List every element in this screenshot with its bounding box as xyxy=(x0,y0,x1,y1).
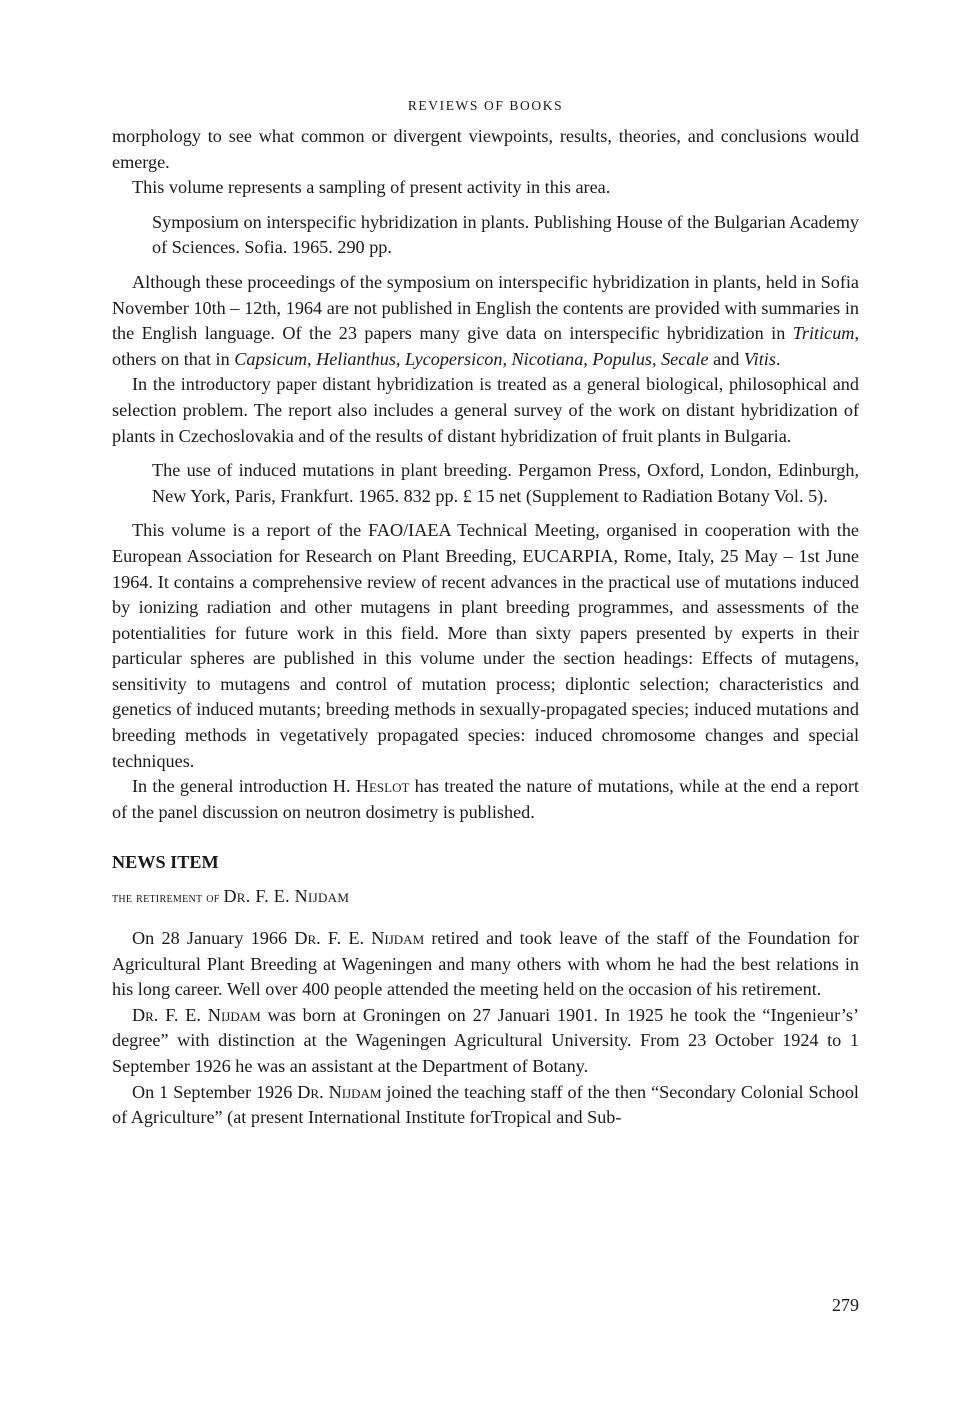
running-head: REVIEWS OF BOOKS xyxy=(407,98,564,113)
paragraph-volume-sampling: This volume represents a sampling of present activity in this area. xyxy=(132,177,611,198)
page-body xyxy=(112,98,859,1131)
book-reference-symposium: Symposium on interspecific hybridization in plants. Publishing House of the Bulgarian Academy of Sciences. Sofia. 1965. 290 pp. xyxy=(152,211,859,258)
paragraph-general-introduction: In the general introduction H. Heslot has treated the nature of mutations, while at the end a report of the panel discussion on neutron dosimetry is published. xyxy=(112,776,859,822)
author-heslot: Heslot xyxy=(355,776,410,797)
paragraph-biography: Dr. F. E. Nijdam was born at Groningen on 27 Januari 1901. In 1925 he took the “Ingenieur’s’ degree” with distinction at the Wageningen Agricultural University. From 23 October 1924 to 1 September 1926 he was an assistant at the Department of Botany. xyxy=(112,1004,859,1076)
paragraph-teaching-staff: On 1 September 1926 Dr. Nijdam joined the teaching staff of the then “Secondary Colonial School of Agriculture” (at present International Institute forTropical and Sub- xyxy=(112,1081,859,1128)
paragraph-continuation: morphology to see what common or divergent viewpoints, results, theories, and conclusions would emerge. xyxy=(112,126,859,172)
news-item-subheading: the retirement of Dr. F. E. Nijdam xyxy=(112,886,350,907)
genus-vitis: Vitis xyxy=(743,348,776,369)
paragraph-introductory-paper: In the introductory paper distant hybridization is treated as a general biological, philosophical and selection problem. The report also includes a general survey of the work on distant hybridization of plants in Czechoslovakia and of the results of distant hybridization of fruit plants in Bulgaria. xyxy=(112,374,859,446)
genus-triticum: Triticum xyxy=(792,323,855,344)
page-number: 279 xyxy=(832,1295,859,1315)
paragraph-fao-iaea-report: This volume is a report of the FAO/IAEA Technical Meeting, organised in cooperation with the European Association for Research on Plant Breeding, EUCARPIA, Rome, Italy, 25 May – 1st June 1964. It contains a comprehensive review of recent advances in the practical use of mutations induced by ionizing radiation and other mutagens in plant breeding programmes, and assessments of the potentialities for future work in this field. More than sixty papers presented by experts in their particular spheres are published in this volume under the section headings: Effects of mutagens, sensitivity to mutagens and control of mutation process; diplontic selection; characteristics and genetics of induced mutants; breeding methods in sexually-propagated species; induced mutations and breeding methods in vegetatively propagated species: induced chromosome changes and special techniques. xyxy=(112,520,859,771)
paragraph-retirement: On 28 January 1966 Dr. F. E. Nijdam retired and took leave of the staff of the Foundation for Agricultural Plant Breeding at Wageningen and many others with whom he had the best relations in his long career. Well over 400 people attended the meeting held on the occasion of his retirement. xyxy=(112,928,859,1000)
book-reference-mutations: The use of induced mutations in plant breeding. Pergamon Press, Oxford, London, Edinburgh, New York, Paris, Frankfurt. 1965. 832 pp. £ 15 net (Supplement to Radiation Botany Vol. 5). xyxy=(152,460,859,506)
genus-list: Capsicum, Helianthus, Lycopersicon, Nicotiana, Populus, Secale xyxy=(234,348,709,369)
paragraph-symposium-review: Although these proceedings of the symposium on interspecific hybridization in plants, held in Sofia November 10th – 12th, 1964 are not published in English the contents are provided with summaries in the English language. Of the 23 papers many give data on interspecific hybridization in Triticum, others on that in Capsicum, Helianthus, Lycopersicon, Nicotiana, Populus, Secale and Vitis. xyxy=(112,271,859,369)
news-item-heading: NEWS ITEM xyxy=(112,852,219,873)
